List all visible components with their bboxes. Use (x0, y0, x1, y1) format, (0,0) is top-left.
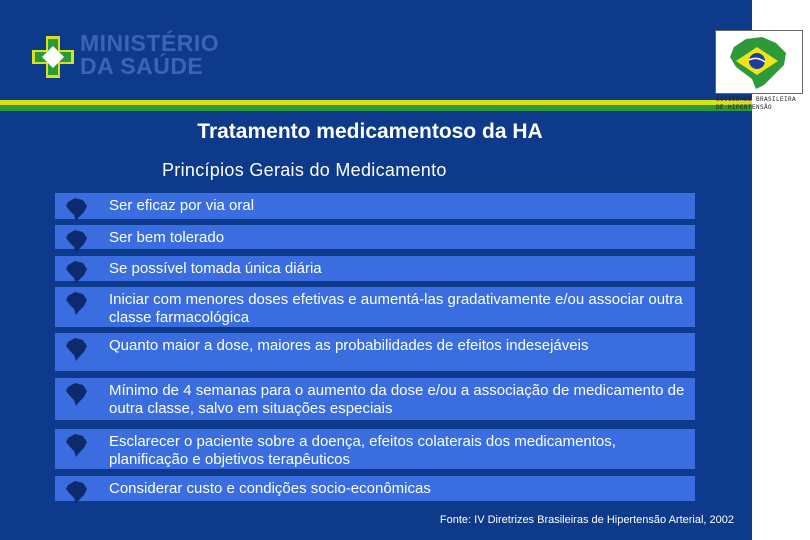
brazil-map-bullet-icon (64, 432, 90, 458)
list-item (55, 476, 695, 501)
brazil-map-bullet-icon (64, 290, 90, 316)
list-item (55, 193, 695, 219)
brazil-map-bullet-icon (64, 259, 90, 285)
list-item (55, 225, 695, 249)
brazil-map-bullet-icon (64, 479, 90, 505)
brazil-map-bullet-icon (64, 228, 90, 254)
brazil-map-bullet-icon (64, 196, 90, 222)
brazil-map-bullet-icon (64, 336, 90, 362)
slide-subtitle: Princípios Gerais do Medicamento (162, 160, 447, 180)
list-item-text: Ser eficaz por via oral (109, 197, 255, 214)
health-cross-icon (30, 34, 76, 80)
logo-line-2: DA SAÚDE (80, 53, 204, 79)
green-band (0, 105, 752, 111)
list-item (55, 256, 695, 281)
list-item-text: Quanto maior a dose, maiores as probabilidades de efeitos indesejáveis (109, 337, 589, 354)
list-item-text: Se possível tomada única diária (109, 260, 322, 277)
list-item-text: Iniciar com menores doses efetivas e aumentá-las gradativamente e/ou associar outra classe farmacológica (109, 291, 683, 326)
list-item-text: Considerar custo e condições socio-econômicas (109, 480, 431, 497)
source-citation: Fonte: IV Diretrizes Brasileiras de Hipertensão Arterial, 2002 (439, 514, 734, 526)
slide-title: Tratamento medicamentoso da HA (197, 120, 543, 143)
list-item-text: Esclarecer o paciente sobre a doença, efeitos colaterais dos medicamentos, planificação e objetivos terapêuticos (109, 433, 616, 468)
logo-line-1: MINISTÉRIO (80, 30, 220, 56)
brazil-map-icon (716, 31, 802, 93)
list-item (55, 429, 695, 469)
list-item (55, 333, 695, 371)
emblem-caption: SOCIEDADE BRASILEIRA DE HIPERTENSÃO (716, 96, 797, 111)
list-item (55, 287, 695, 327)
list-item-text: Ser bem tolerado (109, 229, 225, 246)
ministerio-logo (28, 28, 228, 84)
brazil-map-bullet-icon (64, 381, 90, 407)
list-item (55, 378, 695, 420)
brazil-flag-emblem (715, 30, 803, 94)
list-item-text: Mínimo de 4 semanas para o aumento da dose e/ou a associação de medicamento de outra classe, salvo em situações especiais (109, 382, 685, 417)
